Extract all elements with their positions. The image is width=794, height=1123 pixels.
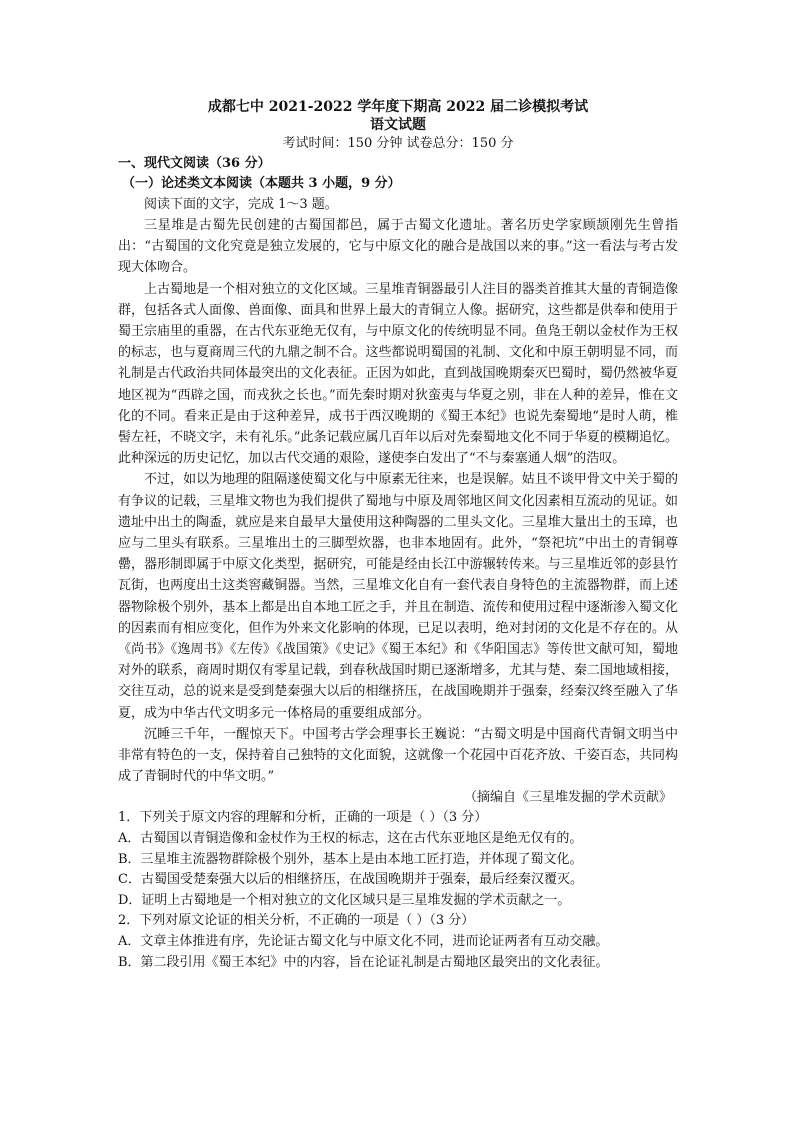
passage-instruction: 阅读下面的文字，完成 1～3 题。 bbox=[144, 197, 338, 212]
question-stem: 2．下列对原文论证的相关分析，不正确的一项是（ ）（3 分） bbox=[118, 913, 475, 929]
exam-subtitle: 语文试题 bbox=[370, 117, 426, 133]
question-option: D．证明上古蜀地是一个相对独立的文化区域只是三星堆发掘的学术贡献之一。 bbox=[118, 892, 571, 908]
exam-meta: 考试时间：150 分钟 试卷总分：150 分 bbox=[282, 136, 514, 151]
exam-title: 成都七中 2021-2022 学年度下期高 2022 届二诊模拟考试 bbox=[207, 99, 589, 115]
subsection-heading: （一）论述类文本阅读（本题共 3 小题，9 分） bbox=[122, 176, 401, 191]
passage-paragraph-1: 三星堆是古蜀先民创建的古蜀国都邑，属于古蜀文化遗址。著名历史学家顾颉刚先生曾指出：“古蜀国的文化究竟是独立发展的，它与中原文化的融合是战国以来的事。”这一看法与考古发现大体吻合。 bbox=[118, 218, 678, 276]
question-1 bbox=[118, 808, 678, 911]
question-stem: 1．下列关于原文内容的理解和分析，正确的一项是（ ）（3 分） bbox=[118, 810, 488, 826]
question-option: A．古蜀国以青铜造像和金杖作为王权的标志，这在古代东亚地区是绝无仅有的。 bbox=[118, 831, 583, 847]
question-2 bbox=[118, 911, 678, 973]
passage-paragraph-4: 沉睡三千年，一醒惊天下。中国考古学会理事长王巍说：“古蜀文明是中国商代青铜文明当中非常有特色的一支，保持着自己独特的文化面貌，这就像一个花园中百花齐放、千姿百态，共同构成了青铜时代的中华文明。” bbox=[118, 726, 678, 785]
question-option: B．三星堆主流器物群除极个别外，基本上是由本地工匠打造，并体现了蜀文化。 bbox=[118, 851, 583, 867]
exam-page bbox=[118, 98, 678, 973]
question-option: B．第二段引用《蜀王本纪》中的内容，旨在论证礼制是古蜀地区最突出的文化表征。 bbox=[118, 954, 609, 970]
passage-source: （摘编自《三星堆发掘的学术贡献》 bbox=[463, 790, 672, 806]
question-option: C．古蜀国受楚秦强大以后的相继挤压，在战国晚期并于强秦，最后经秦汉覆灭。 bbox=[118, 872, 583, 888]
passage-paragraph-2: 上古蜀地是一个相对独立的文化区域。三星堆青铜器最引人注目的器类首推其大量的青铜造像群，包括各式人面像、兽面像、面具和世界上最大的青铜立人像。据研究，这些都是供奉和使用于蜀王宗庙里的重器，在古代东亚绝无仅有，与中原文化的传统明显不同。鱼凫王朝以金杖作为王权的标志，也与夏商周三代的九鼎之制不合。这些都说明蜀国的礼制、文化和中原王朝明显不同，而礼制是古代政治共同体最突出的文化表征。正因为如此，直到战国晚期秦灭巴蜀时，蜀仍然被华夏地区视为“西辟之国，而戎狄之长也。”而先秦时期对狄蛮夷与华夏之别，非在人种的差异，惟在文化的不同。看来正是由于这种差异，成书于西汉晚期的《蜀王本纪》也说先秦蜀地“是时人萌，椎髻左衽，不晓文字，未有礼乐。”此条记载应属几百年以后对先秦蜀地文化不同于华夏的模糊追忆。此种深远的历史记忆，加以古代交通的艰险，遂使李白发出了“不与秦塞通人烟”的浩叹。 bbox=[118, 281, 678, 467]
passage-paragraph-3: 不过，如以为地理的阻隔遂使蜀文化与中原素无往来，也是误解。姑且不谈甲骨文中关于蜀的有争议的记载，三星堆文物也为我们提供了蜀地与中原及周邻地区间文化因素相互流动的见证。如遗址中出土的陶盉，就应是来自最早大量使用这种陶器的二里头文化。三星堆大量出土的玉璋，也应与二里头有联系。三星堆出土的三脚型炊器，也非本地固有。此外，“祭祀坑”中出土的青铜尊罍，器形制即属于中原文化类型，据研究，可能是经由长江中游辗转传来。与三星堆近邻的彭县竹瓦街，也两度出土这类窖藏铜器。当然，三星堆文化自有一套代表自身特色的主流器物群，而上述器物除极个别外，基本上都是出自本地工匠之手，并且在制造、流传和使用过程中逐渐渗入蜀文化的因素而有相应变化，但作为外来文化影响的体现，已足以表明，绝对封闭的文化是不存在的。从《尚书》《逸周书》《左传》《战国策》《史记》《蜀王本纪》和《华阳国志》等传世文献可知，蜀地对外的联系，商周时期仅有零星记载，到春秋战国时期已逐渐增多，尤其与楚、秦二国地域相接，交往互动，总的说来是受到楚秦强大以后的相继挤压，在战国晚期并于强秦，经秦汉终至融入了华夏，成为中华古代文明多元一体格局的重要组成部分。 bbox=[118, 472, 678, 721]
question-option: A．文章主体推进有序，先论证古蜀文化与中原文化不同，进而论证两者有互动交融。 bbox=[118, 934, 609, 950]
section-heading: 一、现代文阅读（36 分） bbox=[118, 156, 271, 171]
